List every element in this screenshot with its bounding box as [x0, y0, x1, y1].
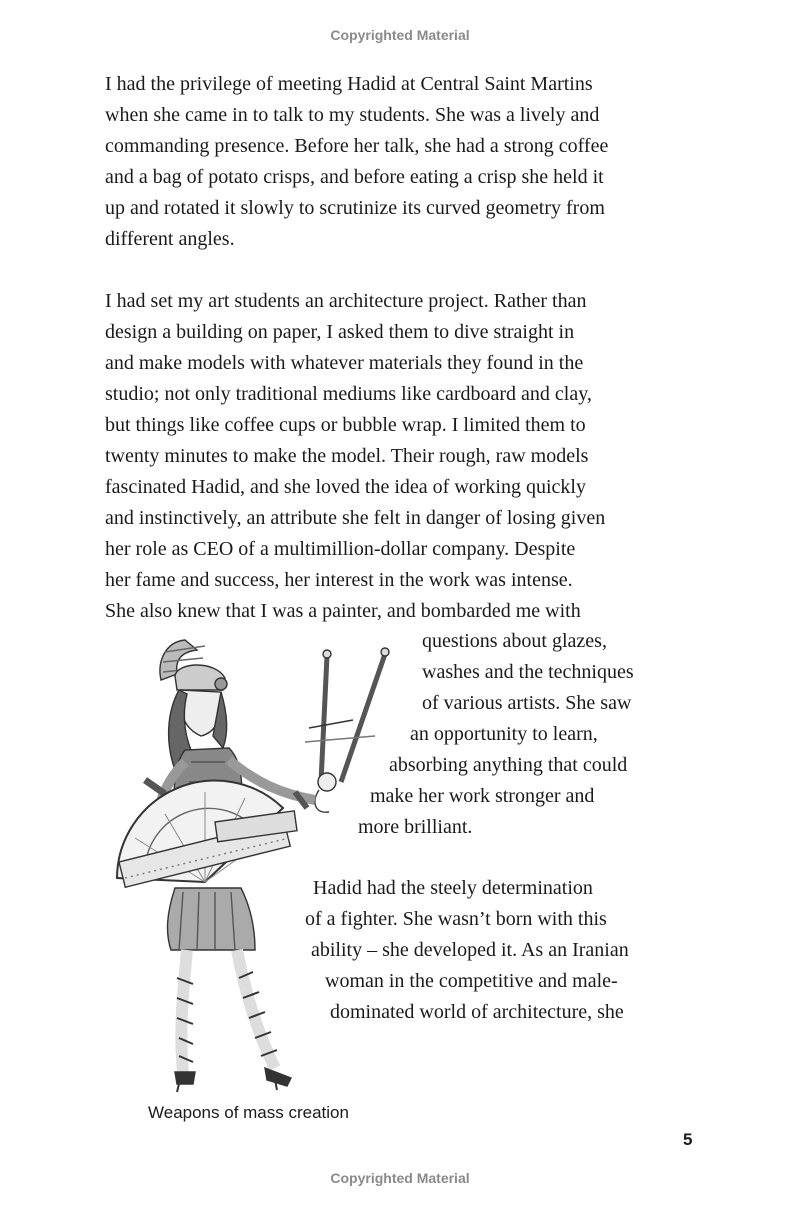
text-line: different angles. [105, 228, 235, 250]
figure-caption: Weapons of mass creation [148, 1103, 349, 1122]
text-line: studio; not only traditional mediums like cardboard and clay, [105, 383, 592, 405]
watermark-bottom: Copyrighted Material [330, 1170, 470, 1186]
text-line: up and rotated it slowly to scrutinize its curved geometry from [105, 197, 605, 219]
text-line: I had set my art students an architecture project. Rather than [105, 290, 587, 312]
text-line: her role as CEO of a multimillion-dollar company. Despite [105, 538, 576, 560]
wrap-line: more brilliant. [358, 816, 473, 838]
text-line: her fame and success, her interest in the work was intense. [105, 569, 573, 591]
wrap-line: Hadid had the steely determination [313, 877, 593, 899]
paragraph-2 [105, 286, 705, 627]
wrap-line: of various artists. She saw [422, 692, 632, 714]
wrap-line: of a fighter. She wasn’t born with this [305, 908, 607, 930]
text-line: design a building on paper, I asked them to dive straight in [105, 321, 575, 343]
text-line: and a bag of potato crisps, and before eating a crisp she held it [105, 166, 604, 188]
wrap-line: woman in the competitive and male- [325, 970, 618, 992]
paragraph-1 [105, 69, 705, 255]
page-number: 5 [683, 1130, 693, 1149]
wrap-line: washes and the techniques [422, 661, 634, 683]
text-line: but things like coffee cups or bubble wrap. I limited them to [105, 414, 586, 436]
wrap-line: ability – she developed it. As an Iranian [311, 939, 629, 961]
text-line: when she came in to talk to my students. She was a lively and [105, 104, 600, 126]
wrap-line: dominated world of architecture, she [330, 1001, 624, 1023]
wrap-line: questions about glazes, [422, 630, 607, 652]
watermark-top: Copyrighted Material [330, 27, 470, 43]
text-line: twenty minutes to make the model. Their rough, raw models [105, 445, 589, 467]
warrior-illustration [105, 632, 405, 1092]
text-line: She also knew that I was a painter, and bombarded me with [105, 600, 581, 622]
wrap-line: make her work stronger and [370, 785, 595, 807]
text-line: commanding presence. Before her talk, she had a strong coffee [105, 135, 609, 157]
protractor-shield [117, 781, 297, 888]
text-line: fascinated Hadid, and she loved the idea of working quickly [105, 476, 586, 498]
wrap-line: an opportunity to learn, [410, 723, 598, 745]
text-line: I had the privilege of meeting Hadid at Central Saint Martins [105, 73, 593, 95]
text-line: and instinctively, an attribute she felt in danger of losing given [105, 507, 606, 529]
text-line: and make models with whatever materials they found in the [105, 352, 584, 374]
wrap-line: absorbing anything that could [389, 754, 628, 776]
compass-icon [305, 648, 389, 812]
